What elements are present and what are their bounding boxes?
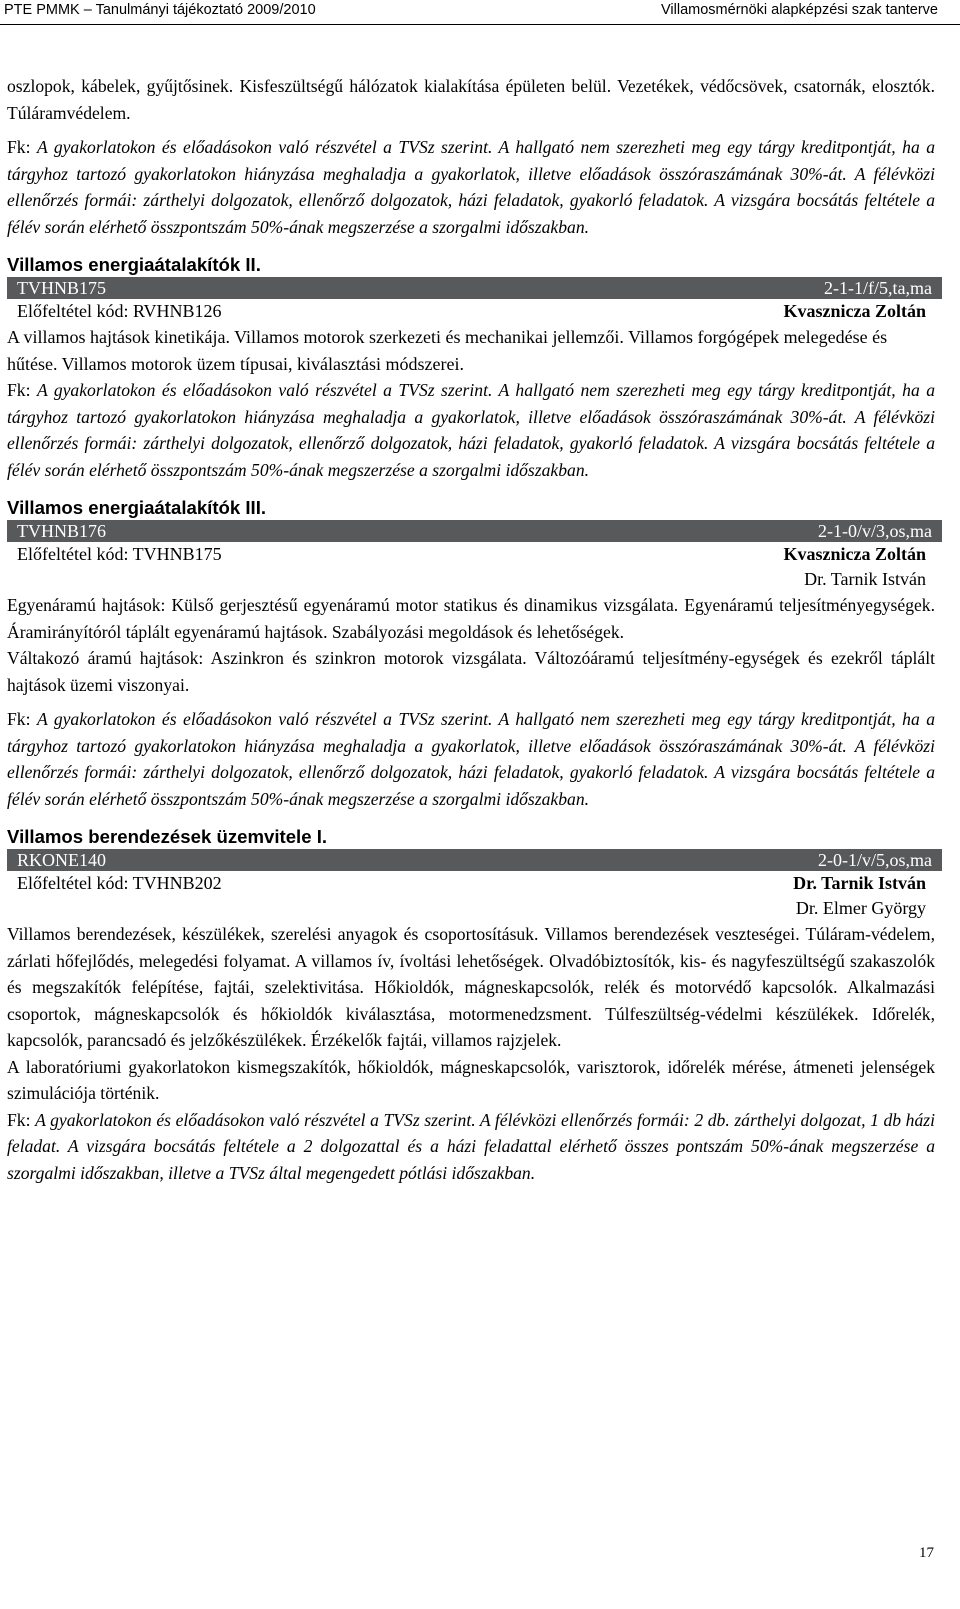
course-teacher: Kvasznicza Zoltán	[783, 544, 926, 564]
course-description: Egyenáramú hajtások: Külső gerjesztésű egyenáramú motor statikus és dinamikus vizsgálata. Egyenáramú teljesítményegységek. Áramirányítóról táplált egyenáramú hajtások. Szabályozási megoldások és lehetőségek.	[7, 595, 935, 642]
course-code-bar	[7, 277, 942, 299]
course-fk-paragraph	[7, 1107, 935, 1187]
course-title: Villamos energiaátalakítók II.	[7, 254, 261, 275]
course-meta-row	[7, 542, 935, 567]
course-title: Villamos energiaátalakítók III.	[7, 497, 267, 518]
header-right-title: Villamosmérnöki alapképzési szak tanterve	[661, 2, 938, 18]
course-teacher: Dr. Tarnik István	[793, 873, 926, 893]
course-teacher-secondary: Dr. Elmer György	[795, 898, 926, 918]
page-number: 17	[919, 1545, 934, 1561]
course-meta-row	[7, 299, 935, 324]
course-prereq: Előfeltétel kód: TVHNB175	[17, 544, 222, 564]
page-header	[0, 0, 960, 25]
course-credits: 2-1-0/v/3,os,ma	[818, 521, 932, 541]
course-description: Villamos berendezések, készülékek, szerelési anyagok és csoportosításuk. Villamos berendezések veszteségei. Túláram-védelem, zárlati hőfejlődés, melegedési folyamat. A villamos ív, ívoltási lehetőségek. Olvadóbiztosítók, kis- és nagyfeszültségű szakaszolók és megszakítók felépítése, fajtái, szelektivitása. Hőkioldók, mágneskapcsolók, relék és motorvédő kapcsolók. Alkalmazási csoportok, mágneskapcsolók és hőkioldók kiválasztása, motormenedzsment. Túlfeszültség-védelmi készülékek. Időrelék, kapcsolók, parancsadó és jelzőkészülékek. Érzékelők fajtái, villamos rajzjelek.	[7, 924, 935, 1050]
course-code: RKONE140	[17, 850, 106, 870]
course-fk-paragraph	[7, 377, 935, 483]
course-teacher-secondary: Dr. Tarnik István	[804, 569, 926, 589]
course-teacher: Kvasznicza Zoltán	[783, 301, 926, 321]
course-fk-paragraph	[7, 706, 935, 812]
fk-label: Fk:	[7, 380, 37, 400]
fk-label: Fk:	[7, 137, 37, 157]
fk-text: A gyakorlatokon és előadásokon való részvétel a TVSz szerint. A hallgató nem szerezheti meg egy tárgy kreditpontját, ha a tárgyhoz tartozó gyakorlatokon hiányzása meghaladja a gyakorlatok, illetve előadások összóraszámának 30%-át. A félévközi ellenőrzés formái: zárthelyi dolgozatok, ellenőrző dolgozatok, házi feladatok, gyakorló feladatok. A vizsgára bocsátás feltétele a félév során elérhető összpontszám 50%-ának megszerzése a szorgalmi időszakban.	[7, 137, 935, 237]
fk-text: A gyakorlatokon és előadásokon való részvétel a TVSz szerint. A félévközi ellenőrzés formái: 2 db. zárthelyi dolgozat, 1 db házi feladat. A vizsgára bocsátás feltétele a 2 dolgozattal és a házi feladattal elérhető összes pontszám 50%-ának megszerzése a szorgalmi időszakban, illetve a TVSz által megengedett pótlási időszakban.	[7, 1109, 935, 1183]
intro-fk-paragraph	[7, 134, 935, 240]
course-code-bar	[7, 849, 942, 871]
course-code: TVHNB175	[17, 278, 106, 298]
course-code: TVHNB176	[17, 521, 106, 541]
course-prereq: Előfeltétel kód: RVHNB126	[17, 301, 222, 321]
intro-text: oszlopok, kábelek, gyűjtősinek. Kisfeszültségű hálózatok kialakítása épületen belül. Vezetékek, védőcsövek, csatornák, elosztók. Túláramvédelem.	[7, 76, 935, 123]
course-credits: 2-1-1/f/5,ta,ma	[824, 278, 932, 298]
course-code-bar	[7, 520, 942, 542]
course-credits: 2-0-1/v/5,os,ma	[818, 850, 932, 870]
course-description-2: A laboratóriumi gyakorlatokon kismegszakítók, hőkioldók, mágneskapcsolók, varisztorok, időrelék mérése, átmeneti jelenségek szimulációja történik.	[7, 1056, 935, 1103]
course-title: Villamos berendezések üzemvitele I.	[7, 826, 328, 847]
document-body	[7, 73, 935, 1186]
course-description-2: Váltakozó áramú hajtások: Aszinkron és szinkron motorok vizsgálata. Változóáramú teljesítmény-egységek és ezekről táplált hajtások üzemi viszonyai.	[7, 648, 935, 695]
fk-label: Fk:	[7, 709, 37, 729]
fk-text: A gyakorlatokon és előadásokon való részvétel a TVSz szerint. A hallgató nem szerezheti meg egy tárgy kreditpontját, ha a tárgyhoz tartozó gyakorlatokon hiányzása meghaladja a gyakorlatok, illetve előadások összóraszámának 30%-át. A félévközi ellenőrzés formái: zárthelyi dolgozatok, ellenőrző dolgozatok, házi feladatok, gyakorló feladatok. A vizsgára bocsátás feltétele a félév során elérhető összpontszám 50%-ának megszerzése a szorgalmi időszakban.	[7, 380, 935, 480]
fk-label: Fk:	[7, 1109, 36, 1130]
fk-text: A gyakorlatokon és előadásokon való részvétel a TVSz szerint. A hallgató nem szerezheti meg egy tárgy kreditpontját, ha a tárgyhoz tartozó gyakorlatokon hiányzása meghaladja a gyakorlatok, illetve előadások összóraszámának 30%-át. A félévközi ellenőrzés formái: zárthelyi dolgozatok, ellenőrző dolgozatok, házi feladatok, gyakorló feladatok. A vizsgára bocsátás feltétele a félév során elérhető összpontszám 50%-ának megszerzése a szorgalmi időszakban.	[7, 709, 935, 809]
course-description: A villamos hajtások kinetikája. Villamos motorok szerkezeti és mechanikai jellemzői. Villamos forgógépek melegedése és hűtése. Villamos motorok üzem típusai, kiválasztási módszerei.	[7, 327, 888, 374]
course-prereq: Előfeltétel kód: TVHNB202	[17, 873, 222, 893]
header-left-title: PTE PMMK – Tanulmányi tájékoztató 2009/2010	[4, 2, 316, 18]
course-meta-row	[7, 871, 935, 896]
